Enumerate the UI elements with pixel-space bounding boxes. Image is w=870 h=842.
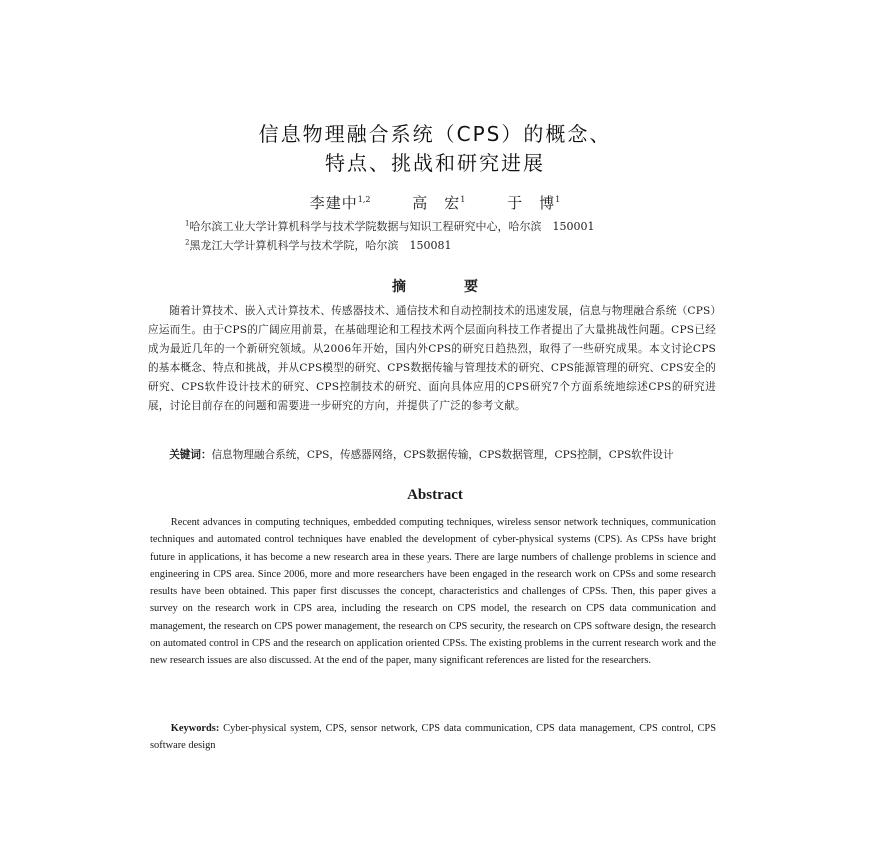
affiliation-sup: 2 xyxy=(185,238,190,247)
affiliation-sup: 1 xyxy=(185,219,190,228)
author-name: 高 宏 xyxy=(412,194,461,212)
author-3 xyxy=(507,194,560,212)
affiliation-text: 哈尔滨工业大学计算机科学与技术学院数据与知识工程研究中心，哈尔滨 150001 xyxy=(189,220,595,233)
keywords-en-text: Cyber-physical system, CPS, sensor network, CPS data communication, CPS data management, CPS control, CPS software design xyxy=(150,723,716,752)
paper-title-line-2: 特点、挑战和研究进展 xyxy=(325,151,545,175)
paper-title-line-1: 信息物理融合系统（CPS）的概念、 xyxy=(258,122,612,146)
keywords-en-label: Keywords: xyxy=(170,723,220,734)
affiliation-text: 黑龙江大学计算机科学与技术学院，哈尔滨 150081 xyxy=(189,239,452,252)
author-1 xyxy=(310,194,371,212)
author-affil-sup: 1 xyxy=(555,195,561,204)
author-name: 李建中 xyxy=(309,194,358,212)
keywords-en xyxy=(150,720,716,755)
keywords-cn-text: 信息物理融合系统，CPS，传感器网络，CPS数据传输，CPS数据管理，CPS控制，CPS软件设计 xyxy=(211,449,674,461)
abstract-cn-body: 随着计算技术、嵌入式计算技术、传感器技术、通信技术和自动控制技术的迅速发展，信息与物理融合系统（CPS）应运而生。由于CPS的广阔应用前景，在基础理论和工程技术两个层面向科技工作者提出了大量挑战性问题。CPS已经成为最近几年的一个新研究领域。从2006年开始，国内外CPS的研究日趋热烈，取得了一些研究成果。本文讨论CPS的基本概念、特点和挑战，并从CPS模型的研究、CPS数据传输与管理技术的研究、CPS能源管理的研究、CPS安全的研究、CPS软件设计技术的研究、CPS控制技术的研究、面向具体应用的CPS研究7个方面系统地综述CPS的研究进展，讨论目前存在的问题和需要进一步研究的方向，并提供了广泛的参考文献。 xyxy=(148,305,716,413)
keywords-cn-label: 关键词： xyxy=(169,449,212,461)
affiliation-1 xyxy=(185,218,594,234)
affiliation-2 xyxy=(185,237,451,253)
author-affil-sup: 1 xyxy=(460,195,466,204)
abstract-en-heading: Abstract xyxy=(407,487,463,503)
abstract-en-body: Recent advances in computing techniques, embedded computing techniques, wireless sensor network techniques, communication techniques and automated control techniques have enabled the development of cyber-physical systems (CPS). As CPSs have bright future in applications, it has become a new research area in these years. There are large numbers of challenge problems in science and engineering in CPS area. Since 2006, more and more researchers have been engaged in the research work on CPSs and some research results have been obtained. This paper first discusses the concept, characteristics and challenges of CPSs. Then, this paper gives a survey on the research work in CPS area, including the research on CPS model, the research on CPS data communication and management, the research on CPS power management, the research on CPS security, the research on CPS software design, the research on automated control in CPS and the research on application oriented CPSs. The existing problems in the current research work and the new research issues are also discussed. At the end of the paper, many significant references are listed for the researchers. xyxy=(150,517,716,667)
author-list xyxy=(0,192,870,213)
author-2 xyxy=(412,194,465,212)
author-name: 于 博 xyxy=(507,194,556,212)
keywords-cn xyxy=(148,446,716,465)
author-affil-sup: 1,2 xyxy=(357,195,371,204)
abstract-cn-heading: 摘 要 xyxy=(392,279,500,295)
